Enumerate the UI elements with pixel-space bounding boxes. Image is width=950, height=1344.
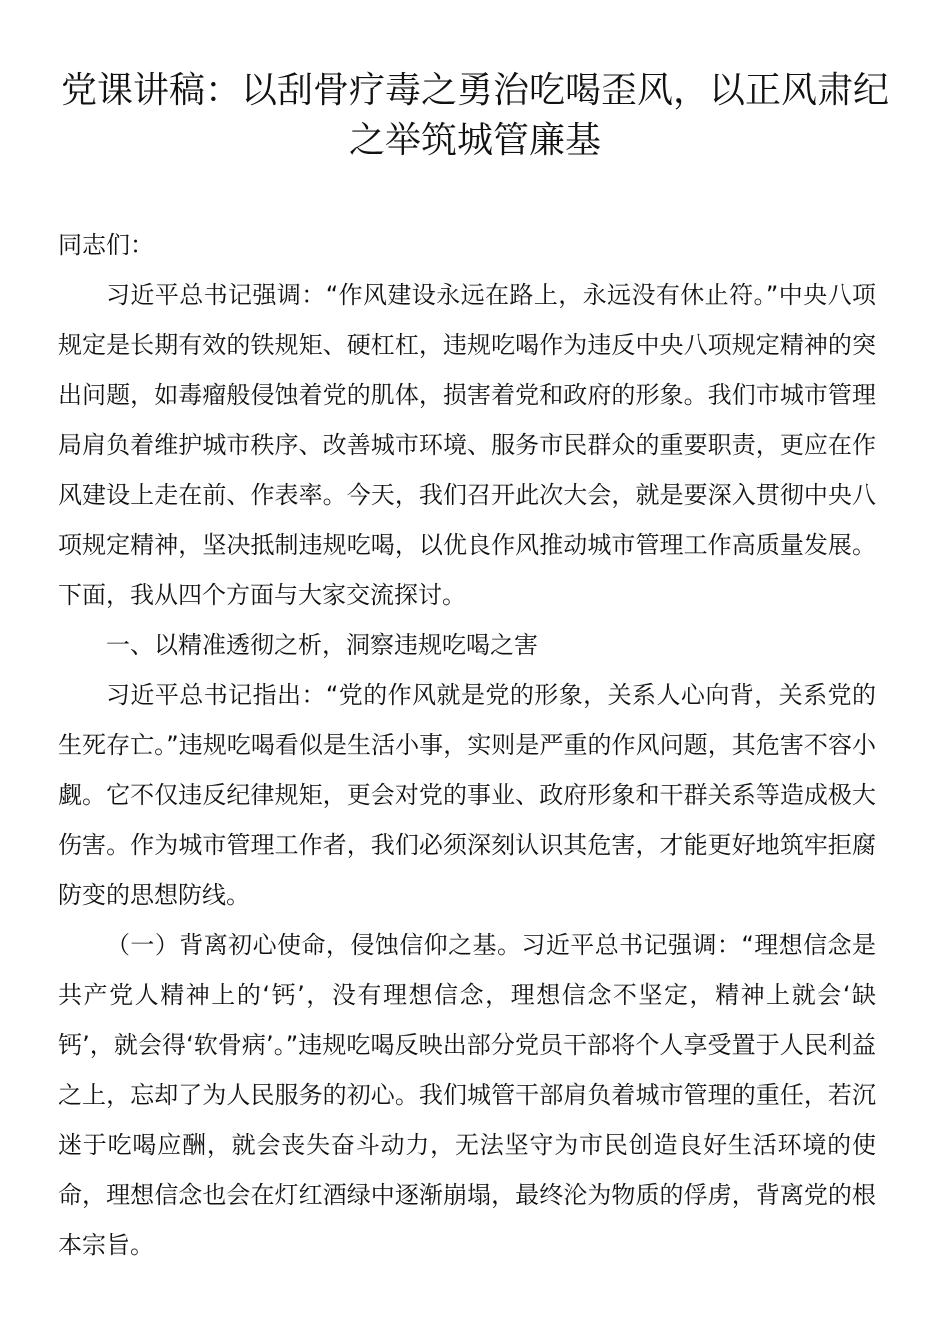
document-body bbox=[58, 220, 876, 1270]
document-title: 党课讲稿：以刮骨疗毒之勇治吃喝歪风，以正风肃纪之举筑城管廉基 bbox=[60, 70, 889, 161]
salutation: 同志们： bbox=[58, 231, 154, 259]
paragraph-subsection-1: （一）背离初心使命，侵蚀信仰之基。习近平总书记强调：“理想信念是共产党人精神上的‘钙’，没有理想信念，理想信念不坚定，精神上就会‘缺钙’，就会得‘软骨病’。”违规吃喝反映出部分党员干部将个人享受置于人民利益之上，忘却了为人民服务的初心。我们城管干部肩负着城市管理的重任，若沉迷于吃喝应酬，就会丧失奋斗动力，无法坚守为市民创造良好生活环境的使命，理想信念也会在灯红酒绿中逐渐崩塌，最终沦为物质的俘虏，背离党的根本宗旨。 bbox=[58, 931, 876, 1259]
paragraph-intro: 习近平总书记强调：“作风建设永远在路上，永远没有休止符。”中央八项规定是长期有效的铁规矩、硬杠杠，违规吃喝作为违反中央八项规定精神的突出问题，如毒瘤般侵蚀着党的肌体，损害着党和政府的形象。我们市城市管理局肩负着维护城市秩序、改善城市环境、服务市民群众的重要职责，更应在作风建设上走在前、作表率。今天，我们召开此次大会，就是要深入贯彻中央八项规定精神，坚决抵制违规吃喝，以优良作风推动城市管理工作高质量发展。下面，我从四个方面与大家交流探讨。 bbox=[58, 281, 876, 609]
paragraph-section-1: 习近平总书记指出：“党的作风就是党的形象，关系人心向背，关系党的生死存亡。”违规吃喝看似是生活小事，实则是严重的作风问题，其危害不容小觑。它不仅违反纪律规矩，更会对党的事业、政府形象和干群关系等造成极大伤害。作为城市管理工作者，我们必须深刻认识其危害，才能更好地筑牢拒腐防变的思想防线。 bbox=[58, 681, 876, 909]
section-heading-1: 一、以精准透彻之析，洞察违规吃喝之害 bbox=[106, 631, 538, 659]
